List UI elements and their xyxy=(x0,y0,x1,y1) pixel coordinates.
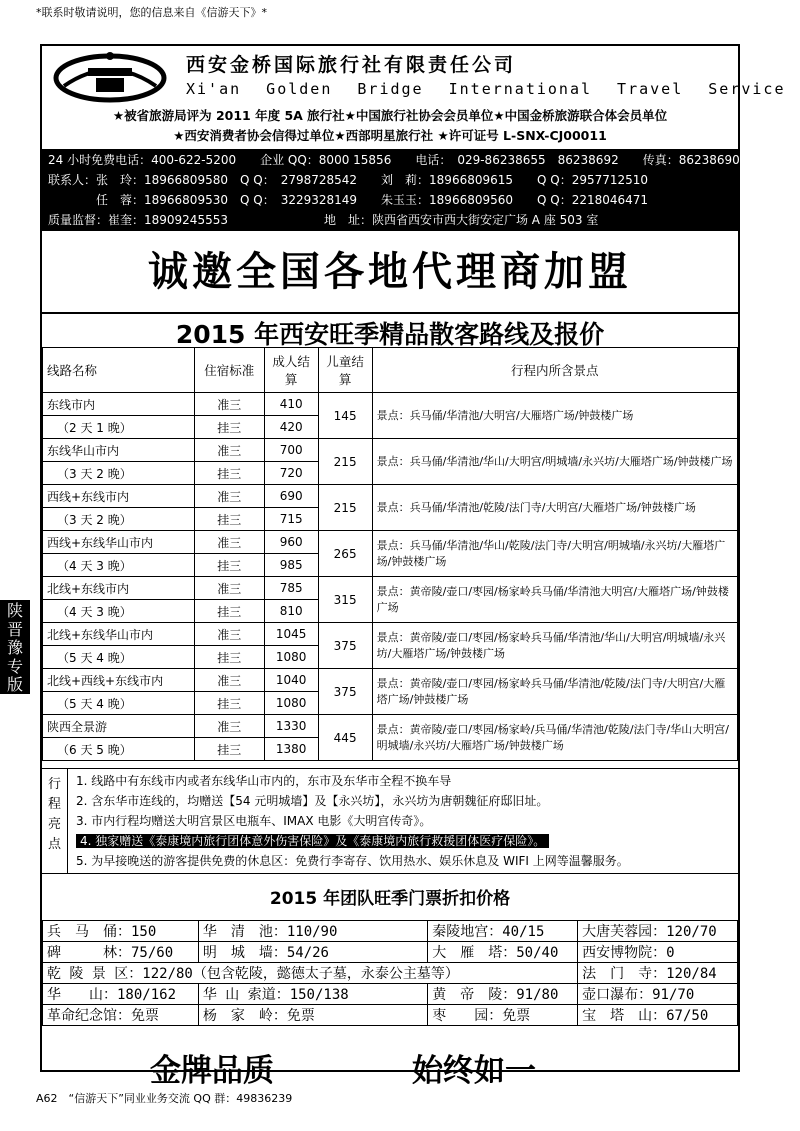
route-name: 陕西全景游 xyxy=(43,715,195,738)
route-price-table xyxy=(42,347,738,761)
hotel-standard: 准三 xyxy=(194,623,264,646)
hotel-standard: 准三 xyxy=(194,393,264,416)
ticket-price-cell: 西安博物院：0 xyxy=(578,942,738,963)
hotel-standard: 准三 xyxy=(194,715,264,738)
scenic-spots: 景点：黄帝陵/壶口/枣园/杨家岭兵马俑/华清池/华山/大明宫/明城墙/永兴坊/大雁塔广场/钟鼓楼广场 xyxy=(372,623,737,669)
ticket-price-cell: 枣 园：免票 xyxy=(428,1005,578,1026)
ticket-price-cell: 明 城 墙：54/26 xyxy=(198,942,427,963)
table-row xyxy=(43,577,738,600)
scenic-spots: 景点：兵马俑/华清池/乾陵/法门寺/大明宫/大雁塔广场/钟鼓楼广场 xyxy=(372,485,737,531)
hotel-standard: 挂三 xyxy=(194,646,264,669)
route-section-title: 2015 年西安旺季精品散客路线及报价 xyxy=(175,320,605,349)
adult-price: 960 xyxy=(264,531,318,554)
source-notice: *联系时敬请说明，您的信息来自《信游天下》* xyxy=(36,6,267,19)
contact-row: 24 小时免费电话：400-622-5200 企业 QQ：8000 15856 电话： 029-86238655 86238692 传真：86238690 xyxy=(48,153,740,167)
table-row xyxy=(43,921,738,942)
company-name-cn: 西安金桥国际旅行社有限责任公司 xyxy=(186,54,517,76)
hotel-standard: 准三 xyxy=(194,669,264,692)
route-name: 东线市内 xyxy=(43,393,195,416)
table-row xyxy=(43,623,738,646)
highlight-item: 1. 线路中有东线市内或者东线华山市内的，东市及东华市全程不换车导 xyxy=(76,774,452,788)
contact-box xyxy=(42,149,738,231)
adult-price: 690 xyxy=(264,485,318,508)
hotel-standard: 准三 xyxy=(194,485,264,508)
ticket-price-cell: 壶口瀑布：91/70 xyxy=(578,984,738,1005)
table-row xyxy=(43,393,738,416)
adult-price: 1040 xyxy=(264,669,318,692)
highlights-list xyxy=(76,771,629,871)
hotel-standard: 挂三 xyxy=(194,508,264,531)
honors xyxy=(42,106,738,146)
route-days: （3 天 2 晚） xyxy=(43,508,195,531)
hotel-standard: 挂三 xyxy=(194,692,264,715)
route-days: （4 天 3 晚） xyxy=(43,554,195,577)
route-days: （2 天 1 晚） xyxy=(43,416,195,439)
hotel-standard: 挂三 xyxy=(194,554,264,577)
route-name: 北线+东线市内 xyxy=(43,577,195,600)
adult-price: 785 xyxy=(264,577,318,600)
highlight-item: 3. 市内行程均赠送大明宫景区电瓶车、IMAX 电影《大明宫传奇》。 xyxy=(76,814,432,828)
route-days: （5 天 4 晚） xyxy=(43,646,195,669)
adult-price: 720 xyxy=(264,462,318,485)
highlight-item: 2. 含东华市连线的，均赠送【54 元明城墙】及【永兴坊】，永兴坊为唐朝魏征府邸旧址。 xyxy=(76,794,549,808)
highlight-item-emphasis: 4. 独家赠送《泰康境内旅行团体意外伤害保险》及《泰康境内旅行救援团体医疗保险》。 xyxy=(76,834,549,848)
table-row xyxy=(43,669,738,692)
ticket-price-cell: 华 山 索道：150/138 xyxy=(198,984,427,1005)
contact-row: 质量监督：崔奎：18909245553 地 址：陕西省西安市西大街安定广场 A 座 503 室 xyxy=(48,213,599,227)
adult-price: 1080 xyxy=(264,692,318,715)
honor-line: ★被省旅游局评为 2011 年度 5A 旅行社★中国旅行社协会会员单位★中国金桥旅游联合体会员单位 xyxy=(112,108,668,123)
table-row xyxy=(43,531,738,554)
route-name: 西线+东线华山市内 xyxy=(43,531,195,554)
adult-price: 410 xyxy=(264,393,318,416)
ticket-price-cell: 兵 马 俑：150 xyxy=(43,921,199,942)
route-days: （4 天 3 晚） xyxy=(43,600,195,623)
adult-price: 1080 xyxy=(264,646,318,669)
motto-right: 始终如一 xyxy=(412,1053,536,1089)
route-days: （5 天 4 晚） xyxy=(43,692,195,715)
hotel-standard: 挂三 xyxy=(194,738,264,761)
adult-price: 1330 xyxy=(264,715,318,738)
adult-price: 985 xyxy=(264,554,318,577)
honor-line: ★西安消费者协会信得过单位★西部明星旅行社 ★许可证号 L-SNX-CJ00011 xyxy=(173,128,607,143)
divider xyxy=(42,312,738,314)
table-row xyxy=(43,715,738,738)
adult-price: 1045 xyxy=(264,623,318,646)
adult-price: 420 xyxy=(264,416,318,439)
company-name-en: Xi'an Golden Bridge International Travel Service xyxy=(186,80,786,98)
header-adult: 成人结算 xyxy=(264,348,318,393)
ticket-price-cell: 法 门 寺：120/84 xyxy=(578,963,738,984)
hotel-standard: 准三 xyxy=(194,439,264,462)
adult-price: 1380 xyxy=(264,738,318,761)
child-price: 215 xyxy=(318,439,372,485)
ticket-price-cell: 华 山：180/162 xyxy=(43,984,199,1005)
hotel-standard: 准三 xyxy=(194,531,264,554)
table-row xyxy=(43,963,738,984)
highlight-item xyxy=(76,831,629,851)
ticket-price-cell: 杨 家 岭：免票 xyxy=(198,1005,427,1026)
child-price: 375 xyxy=(318,669,372,715)
child-price: 215 xyxy=(318,485,372,531)
header-route-name: 线路名称 xyxy=(43,348,195,393)
child-price: 145 xyxy=(318,393,372,439)
highlight-item: 5. 为早接晚送的游客提供免费的休息区：免费行李寄存、饮用热水、娱乐休息及 WIFI 上网等温馨服务。 xyxy=(76,854,629,868)
ticket-price-cell: 秦陵地宫：40/15 xyxy=(428,921,578,942)
ticket-price-cell: 黄 帝 陵：91/80 xyxy=(428,984,578,1005)
ticket-price-cell: 大唐芙蓉园：120/70 xyxy=(578,921,738,942)
adult-price: 700 xyxy=(264,439,318,462)
table-row xyxy=(43,439,738,462)
scenic-spots: 景点：黄帝陵/壶口/枣园/杨家岭兵马俑/华清池/乾陵/法门寺/大明宫/大雁塔广场/钟鼓楼广场 xyxy=(372,669,737,715)
ticket-price-table xyxy=(42,920,738,1026)
table-row xyxy=(43,942,738,963)
route-name: 东线华山市内 xyxy=(43,439,195,462)
table-row xyxy=(43,1005,738,1026)
hotel-standard: 挂三 xyxy=(194,600,264,623)
header-spots: 行程内所含景点 xyxy=(372,348,737,393)
header-child: 儿童结算 xyxy=(318,348,372,393)
hotel-standard: 准三 xyxy=(194,577,264,600)
route-name: 北线+东线华山市内 xyxy=(43,623,195,646)
ticket-price-cell: 宝 塔 山：67/50 xyxy=(578,1005,738,1026)
scenic-spots: 景点：黄帝陵/壶口/枣园/杨家岭/兵马俑/华清池/乾陵/法门寺/华山大明宫/明城墙/永兴坊/大雁塔广场/钟鼓楼广场 xyxy=(372,715,737,761)
child-price: 445 xyxy=(318,715,372,761)
page-footer: A62 “信游天下”同业业务交流 QQ 群：49836239 xyxy=(36,1092,293,1105)
table-header-row xyxy=(43,348,738,393)
ticket-price-cell: 华 清 池：110/90 xyxy=(198,921,427,942)
adult-price: 715 xyxy=(264,508,318,531)
ticket-price-cell: 乾 陵 景 区：122/80（包含乾陵，懿德太子墓，永泰公主墓等） xyxy=(43,963,578,984)
contact-row: 任 蓉：18966809530 Q Q： 3229328149 朱玉玉：18966809560 Q Q：2218046471 xyxy=(48,193,649,207)
slogan: 诚邀全国各地代理商加盟 xyxy=(148,248,632,295)
route-days: （6 天 5 晚） xyxy=(43,738,195,761)
route-days: （3 天 2 晚） xyxy=(43,462,195,485)
header-hotel: 住宿标准 xyxy=(194,348,264,393)
ticket-price-cell: 大 雁 塔：50/40 xyxy=(428,942,578,963)
scenic-spots: 景点：兵马俑/华清池/华山/乾陵/法门寺/大明宫/明城墙/永兴坊/大雁塔广场/钟鼓楼广场 xyxy=(372,531,737,577)
motto-left: 金牌品质 xyxy=(150,1053,274,1089)
contact-row: 联系人：张 玲：18966809580 Q Q： 2798728542 刘 莉：18966809615 Q Q：2957712510 xyxy=(48,173,649,187)
child-price: 265 xyxy=(318,531,372,577)
table-row xyxy=(43,984,738,1005)
scenic-spots: 景点：兵马俑/华清池/大明宫/大雁塔广场/钟鼓楼广场 xyxy=(372,393,737,439)
ticket-section-title: 2015 年团队旺季门票折扣价格 xyxy=(269,889,511,909)
edition-side-tab: 陕晋豫专版 xyxy=(0,600,30,694)
hotel-standard: 挂三 xyxy=(194,416,264,439)
hotel-standard: 挂三 xyxy=(194,462,264,485)
company-logo xyxy=(50,50,170,106)
highlights-label: 行程亮点 xyxy=(42,769,68,873)
child-price: 315 xyxy=(318,577,372,623)
highlights-box xyxy=(42,768,738,874)
route-name: 北线+西线+东线市内 xyxy=(43,669,195,692)
table-row xyxy=(43,485,738,508)
adult-price: 810 xyxy=(264,600,318,623)
ticket-price-cell: 革命纪念馆：免票 xyxy=(43,1005,199,1026)
scenic-spots: 景点：黄帝陵/壶口/枣园/杨家岭兵马俑/华清池大明宫/大雁塔广场/钟鼓楼广场 xyxy=(372,577,737,623)
route-name: 西线+东线市内 xyxy=(43,485,195,508)
ticket-price-cell: 碑 林：75/60 xyxy=(43,942,199,963)
child-price: 375 xyxy=(318,623,372,669)
scenic-spots: 景点：兵马俑/华清池/华山/大明宫/明城墙/永兴坊/大雁塔广场/钟鼓楼广场 xyxy=(372,439,737,485)
